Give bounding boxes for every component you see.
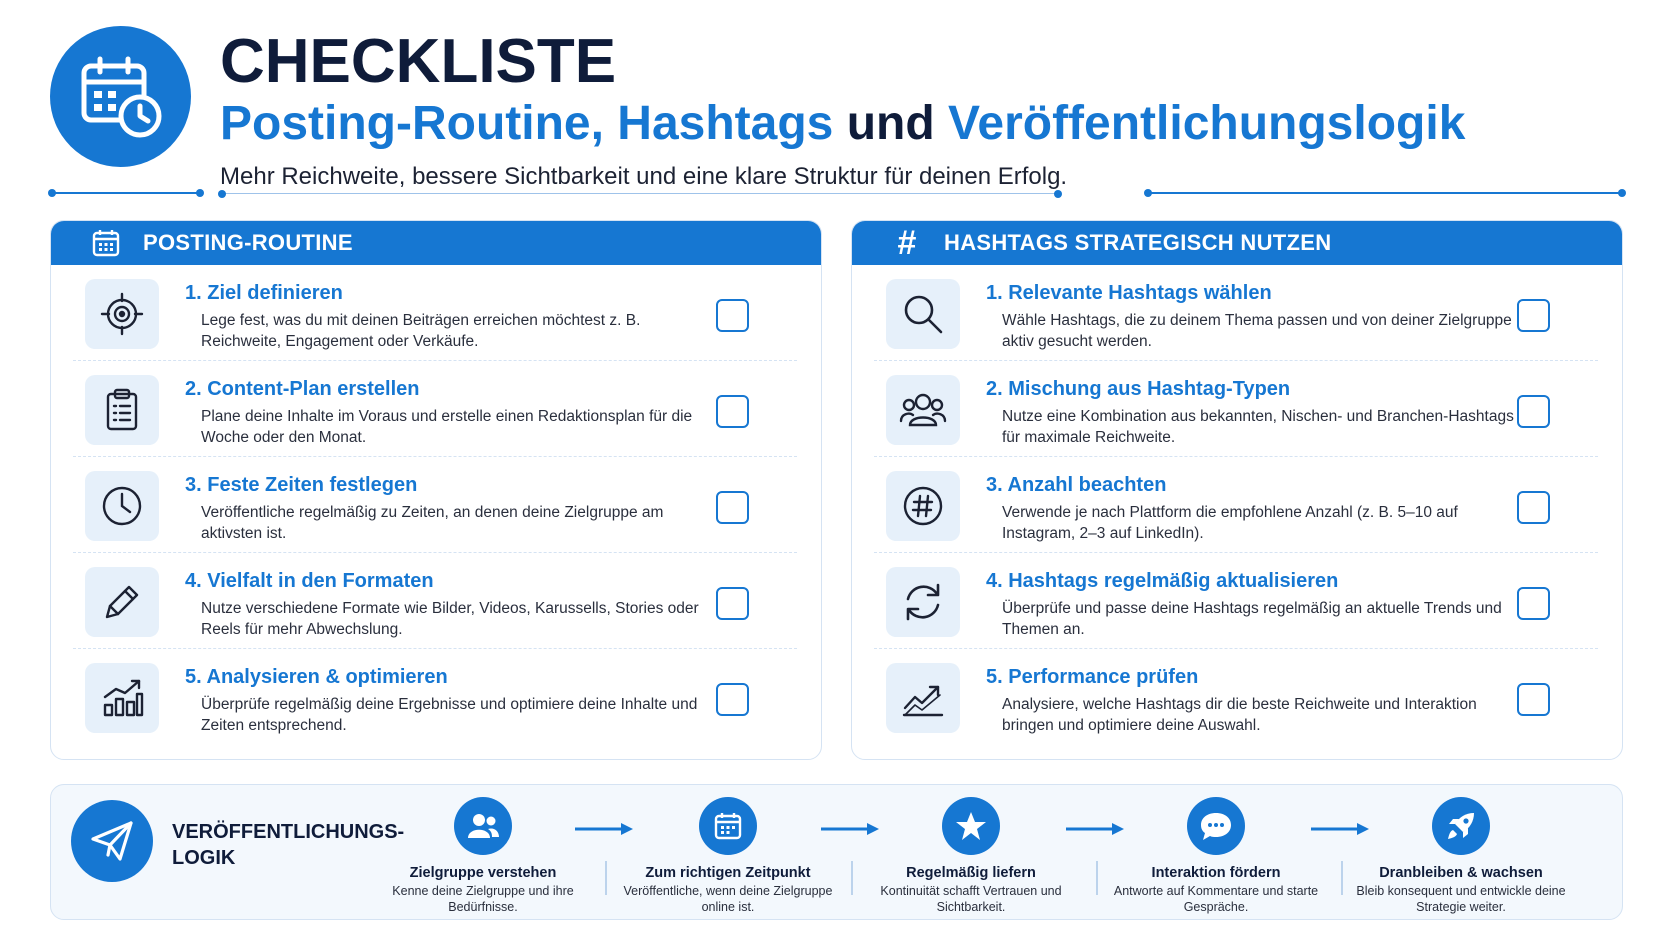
posting-routine-header	[51, 221, 821, 265]
checklist-item	[874, 265, 1598, 361]
calendar-icon	[699, 797, 757, 855]
hash-circle-icon	[886, 471, 960, 541]
pencil-icon	[85, 567, 159, 637]
item-title: 3. Feste Zeiten festlegen	[185, 474, 418, 496]
step-description: Bleib konsequent und entwickle deine Strategie weiter.	[1356, 884, 1566, 914]
item-description: Überprüfe und passe deine Hashtags regelmäßig an aktuelle Trends und Themen an.	[1002, 600, 1502, 638]
step-description: Veröffentliche, wenn deine Zielgruppe online ist.	[623, 884, 833, 914]
step-title: Dranbleiben & wachsen	[1379, 865, 1543, 881]
tagline-underline	[222, 193, 1058, 194]
item-description: Wähle Hashtags, die zu deinem Thema passen und von deiner Zielgruppe aktiv gesucht werden.	[1002, 312, 1512, 350]
users-icon	[454, 797, 512, 855]
star-icon	[942, 797, 1000, 855]
users-icon	[886, 375, 960, 445]
subtitle-part-3: Veröffentlichungslogik	[948, 97, 1466, 150]
item-title: 4. Hashtags regelmäßig aktualisieren	[986, 570, 1339, 592]
item-description: Verwende je nach Plattform die empfohlene Anzahl (z. B. 5–10 auf Instagram, 2–3 auf LinkedIn).	[1002, 504, 1458, 542]
flow-step	[861, 797, 1081, 915]
item-title: 5. Performance prüfen	[986, 666, 1199, 688]
clock-icon	[85, 471, 159, 541]
item-title: 2. Content-Plan erstellen	[185, 378, 420, 400]
checklist-item	[73, 649, 797, 745]
target-icon	[85, 279, 159, 349]
checklist-item	[874, 649, 1598, 745]
checkbox[interactable]	[1517, 683, 1550, 716]
checkbox[interactable]	[716, 587, 749, 620]
flow-step	[1106, 797, 1326, 915]
chat-bubble-icon	[1187, 797, 1245, 855]
flow-step	[373, 797, 593, 915]
divider	[1096, 861, 1098, 895]
item-description: Überprüfe regelmäßig deine Ergebnisse und optimiere deine Inhalte und Zeiten entsprechend.	[201, 696, 698, 734]
page-title: CHECKLISTE	[220, 27, 617, 96]
flow-step	[1351, 797, 1571, 915]
item-title: 1. Relevante Hashtags wählen	[986, 282, 1272, 304]
search-icon	[886, 279, 960, 349]
checklist-item	[73, 265, 797, 361]
item-description: Veröffentliche regelmäßig zu Zeiten, an denen deine Zielgruppe am aktivsten ist.	[201, 504, 664, 542]
item-description: Nutze verschiedene Formate wie Bilder, Videos, Karussells, Stories oder Reels für mehr Abwechslung.	[201, 600, 699, 638]
item-title: 3. Anzahl beachten	[986, 474, 1167, 496]
subtitle-part-2: und	[833, 97, 948, 150]
publication-logic-section	[50, 784, 1623, 920]
item-title: 5. Analysieren & optimieren	[185, 666, 448, 688]
checkbox[interactable]	[716, 395, 749, 428]
checkbox[interactable]	[716, 299, 749, 332]
hashtags-header	[852, 221, 1622, 265]
checklist-item	[73, 457, 797, 553]
step-title: Regelmäßig liefern	[906, 865, 1036, 881]
item-title: 1. Ziel definieren	[185, 282, 343, 304]
paper-plane-icon	[71, 800, 153, 882]
checklist-item	[874, 553, 1598, 649]
step-description: Antworte auf Kommentare und starte Gespräche.	[1113, 884, 1319, 914]
hash-icon: #	[897, 223, 917, 262]
checkbox[interactable]	[1517, 299, 1550, 332]
posting-routine-title: POSTING-ROUTINE	[143, 230, 353, 255]
step-description: Kenne deine Zielgruppe und ihre Bedürfnisse.	[392, 884, 574, 914]
checklist-item	[874, 457, 1598, 553]
checkbox[interactable]	[1517, 395, 1550, 428]
hashtags-panel	[851, 220, 1623, 760]
trend-up-icon	[886, 663, 960, 733]
flow-step	[618, 797, 838, 915]
divider	[851, 861, 853, 895]
calendar-icon	[91, 228, 121, 258]
step-title: Zum richtigen Zeitpunkt	[645, 865, 811, 881]
item-title: 4. Vielfalt in den Formaten	[185, 570, 434, 592]
clipboard-icon	[85, 375, 159, 445]
hashtags-title: HASHTAGS STRATEGISCH NUTZEN	[944, 230, 1332, 255]
step-title: Zielgruppe verstehen	[409, 865, 557, 881]
publication-logic-title: VERÖFFENTLICHUNGS-LOGIK	[172, 821, 405, 869]
item-description: Analysiere, welche Hashtags dir die beste Reichweite und Interaktion bringen und optimiere deine Auswahl.	[1002, 696, 1477, 734]
divider-left	[52, 192, 200, 194]
refresh-icon	[886, 567, 960, 637]
divider	[1341, 861, 1343, 895]
step-title: Interaktion fördern	[1151, 865, 1281, 881]
checkbox[interactable]	[1517, 491, 1550, 524]
checklist-item	[874, 361, 1598, 457]
checklist-item	[73, 553, 797, 649]
tagline: Mehr Reichweite, bessere Sichtbarkeit und eine klare Struktur für deinen Erfolg.	[220, 163, 1068, 190]
checkbox[interactable]	[716, 491, 749, 524]
item-description: Lege fest, was du mit deinen Beiträgen erreichen möchtest z. B. Reichweite, Engagement oder Verkäufe.	[201, 312, 641, 350]
item-title: 2. Mischung aus Hashtag-Typen	[986, 378, 1291, 400]
bar-chart-icon	[85, 663, 159, 733]
page-subtitle	[220, 92, 1465, 156]
calendar-clock-icon	[50, 26, 191, 167]
posting-routine-panel	[50, 220, 822, 760]
checkbox[interactable]	[1517, 587, 1550, 620]
rocket-icon	[1432, 797, 1490, 855]
checklist-item	[73, 361, 797, 457]
item-description: Plane deine Inhalte im Voraus und erstelle einen Redaktionsplan für die Woche oder den Monat.	[201, 408, 693, 446]
divider	[605, 861, 607, 895]
divider-right	[1148, 192, 1622, 194]
checkbox[interactable]	[716, 683, 749, 716]
subtitle-part-1: Posting-Routine, Hashtags	[220, 97, 834, 150]
step-description: Kontinuität schafft Vertrauen und Sichtbarkeit.	[880, 884, 1062, 914]
item-description: Nutze eine Kombination aus bekannten, Nischen- und Branchen-Hashtags für maximale Reichweite.	[1002, 408, 1514, 446]
